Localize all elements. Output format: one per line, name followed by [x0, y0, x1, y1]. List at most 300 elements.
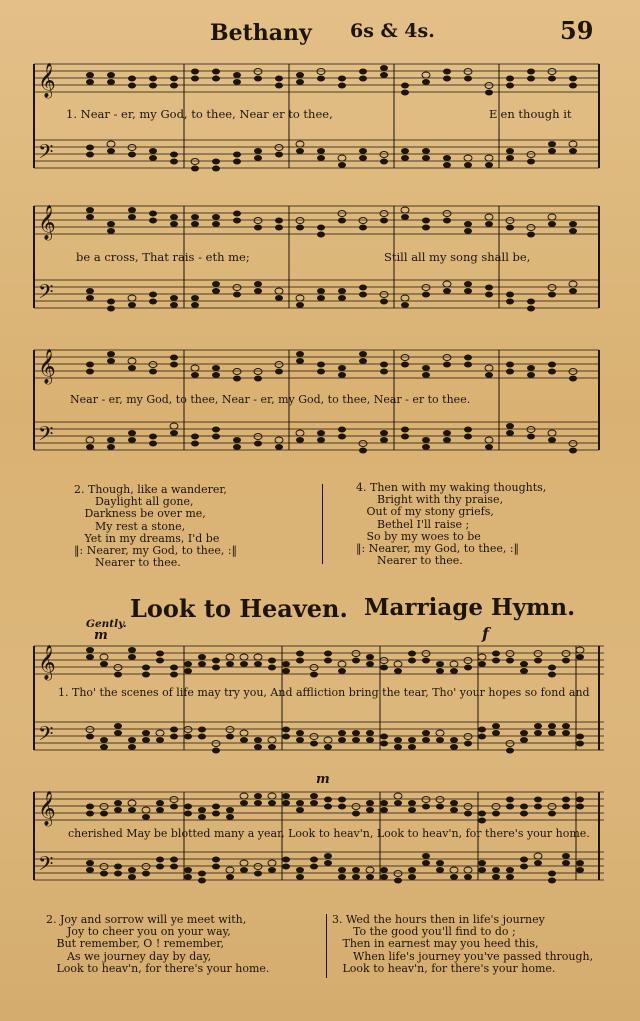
note-head	[576, 741, 584, 747]
note-head	[191, 441, 199, 447]
note-head	[527, 69, 535, 75]
note-head	[226, 654, 234, 660]
note-head	[128, 365, 136, 371]
note-head	[86, 72, 94, 78]
note-head	[436, 730, 444, 736]
note-head	[170, 295, 178, 301]
note-head	[212, 658, 220, 664]
note-head	[380, 874, 388, 880]
note-head	[107, 221, 115, 227]
note-head	[170, 804, 178, 810]
note-head	[310, 793, 318, 799]
note-head	[212, 864, 220, 870]
note-head	[380, 211, 388, 217]
note-head	[128, 207, 136, 213]
note-head	[394, 661, 402, 667]
note-head	[450, 744, 458, 750]
note-head	[506, 83, 514, 89]
note-head	[436, 737, 444, 743]
note-head	[422, 797, 430, 803]
note-head	[233, 437, 241, 443]
note-head	[212, 214, 220, 220]
note-head	[422, 79, 430, 85]
note-head	[275, 437, 283, 443]
note-head	[198, 654, 206, 660]
note-head	[338, 434, 346, 440]
note-head	[520, 864, 528, 870]
note-head	[107, 437, 115, 443]
note-head	[485, 155, 493, 161]
note-head	[506, 148, 514, 154]
note-head	[233, 376, 241, 382]
note-head	[562, 658, 570, 664]
note-head	[128, 83, 136, 89]
note-head	[352, 651, 360, 657]
note-head	[86, 804, 94, 810]
note-head	[254, 281, 262, 287]
note-head	[254, 654, 262, 660]
hymn1-lyric-line-3: Near - er, my God, to thee, Near - er, my God, to thee, Near - er to thee.	[70, 393, 471, 406]
note-head	[170, 665, 178, 671]
note-head	[86, 444, 94, 450]
note-head	[114, 871, 122, 877]
note-head	[562, 651, 570, 657]
stanza-divider	[322, 484, 323, 564]
note-head	[317, 288, 325, 294]
note-head	[380, 152, 388, 158]
note-head	[352, 804, 360, 810]
note-head	[443, 437, 451, 443]
note-head	[107, 306, 115, 312]
hymn2-stanza-2: 2. Joy and sorrow will ye meet with, Joy to cheer you on your way, But remember, O ! remember, As we journey day by day, Look to heav'n, for there's your home.	[46, 913, 270, 975]
note-head	[282, 661, 290, 667]
note-head	[212, 741, 220, 747]
note-head	[296, 79, 304, 85]
note-head	[170, 864, 178, 870]
note-head	[527, 365, 535, 371]
note-head	[142, 871, 150, 877]
note-head	[317, 155, 325, 161]
note-head	[149, 441, 157, 447]
note-head	[282, 864, 290, 870]
note-head	[100, 654, 108, 660]
note-head	[534, 723, 542, 729]
note-head	[170, 423, 178, 429]
note-head	[317, 232, 325, 238]
note-head	[380, 159, 388, 165]
note-head	[506, 292, 514, 298]
note-head	[282, 727, 290, 733]
note-head	[464, 867, 472, 873]
note-head	[485, 285, 493, 291]
note-head	[86, 734, 94, 740]
note-head	[548, 665, 556, 671]
note-head	[296, 72, 304, 78]
note-head	[149, 148, 157, 154]
note-head	[450, 737, 458, 743]
note-head	[282, 793, 290, 799]
note-head	[408, 658, 416, 664]
note-head	[114, 730, 122, 736]
note-head	[254, 376, 262, 382]
note-head	[464, 355, 472, 361]
note-head	[436, 797, 444, 803]
note-head	[436, 867, 444, 873]
note-head	[422, 804, 430, 810]
note-head	[191, 159, 199, 165]
note-head	[492, 874, 500, 880]
note-head	[128, 76, 136, 82]
note-head	[534, 730, 542, 736]
note-head	[226, 661, 234, 667]
note-head	[548, 362, 556, 368]
note-head	[569, 376, 577, 382]
note-head	[422, 155, 430, 161]
note-head	[275, 76, 283, 82]
note-head	[338, 295, 346, 301]
note-head	[338, 797, 346, 803]
note-head	[359, 69, 367, 75]
hymn2-system-1-staves	[34, 640, 604, 760]
note-head	[324, 860, 332, 866]
note-head	[464, 228, 472, 234]
note-head	[149, 362, 157, 368]
note-head	[324, 797, 332, 803]
note-head	[324, 853, 332, 859]
note-head	[184, 874, 192, 880]
note-head	[548, 69, 556, 75]
note-head	[268, 658, 276, 664]
note-head	[485, 444, 493, 450]
note-head	[240, 737, 248, 743]
hymn2-subtitle: Marriage Hymn.	[364, 594, 576, 621]
note-head	[149, 155, 157, 161]
note-head	[114, 807, 122, 813]
svg-text:𝄞: 𝄞	[38, 791, 56, 826]
note-head	[478, 818, 486, 824]
tempo-marking: Gently.	[86, 618, 127, 630]
note-head	[520, 737, 528, 743]
note-head	[338, 365, 346, 371]
note-head	[478, 661, 486, 667]
note-head	[184, 734, 192, 740]
note-head	[296, 730, 304, 736]
note-head	[191, 69, 199, 75]
note-head	[443, 281, 451, 287]
note-head	[359, 155, 367, 161]
note-head	[464, 427, 472, 433]
note-head	[506, 797, 514, 803]
note-head	[275, 288, 283, 294]
note-head	[254, 434, 262, 440]
note-head	[296, 225, 304, 231]
note-head	[317, 225, 325, 231]
note-head	[254, 288, 262, 294]
note-head	[338, 661, 346, 667]
note-head	[548, 148, 556, 154]
note-head	[408, 737, 416, 743]
note-head	[254, 225, 262, 231]
note-head	[534, 853, 542, 859]
note-head	[576, 654, 584, 660]
note-head	[212, 804, 220, 810]
note-head	[352, 730, 360, 736]
note-head	[212, 281, 220, 287]
note-head	[282, 734, 290, 740]
note-head	[492, 867, 500, 873]
note-head	[310, 800, 318, 806]
note-head	[443, 362, 451, 368]
note-head	[268, 800, 276, 806]
note-head	[128, 152, 136, 158]
hymn2-lyric-line-1: 1. Tho' the scenes of life may try you, And affliction bring the tear, Tho' your hopes so fond and	[58, 686, 590, 699]
note-head	[492, 730, 500, 736]
note-head	[401, 83, 409, 89]
note-head	[394, 744, 402, 750]
hymn2-stanza-3: 3. Wed the hours then in life's journey To the good you'll find to do ; Then in earnest may you heed this, When life's journey you've passed through, Look to heav'n, for there's your home.	[332, 913, 594, 975]
note-head	[212, 69, 220, 75]
hymn1-lyric-line-2b: Still all my song shall be,	[384, 250, 531, 264]
note-head	[548, 437, 556, 443]
note-head	[569, 83, 577, 89]
note-head	[562, 730, 570, 736]
note-head	[156, 800, 164, 806]
note-head	[86, 867, 94, 873]
hymn1-lyric-line-1: 1. Near - er, my God, to thee, Near er to thee,	[66, 107, 333, 121]
note-head	[254, 737, 262, 743]
note-head	[527, 306, 535, 312]
note-head	[401, 355, 409, 361]
note-head	[380, 734, 388, 740]
note-head	[128, 302, 136, 308]
note-head	[310, 741, 318, 747]
note-head	[128, 737, 136, 743]
note-head	[317, 295, 325, 301]
note-head	[107, 444, 115, 450]
note-head	[422, 292, 430, 298]
note-head	[506, 867, 514, 873]
note-head	[366, 807, 374, 813]
note-head	[107, 351, 115, 357]
note-head	[170, 302, 178, 308]
note-head	[506, 874, 514, 880]
note-head	[464, 658, 472, 664]
note-head	[422, 651, 430, 657]
note-head	[198, 727, 206, 733]
note-head	[338, 730, 346, 736]
note-head	[359, 218, 367, 224]
note-head	[338, 155, 346, 161]
note-head	[359, 441, 367, 447]
note-head	[240, 661, 248, 667]
note-head	[464, 734, 472, 740]
note-head	[149, 292, 157, 298]
note-head	[366, 874, 374, 880]
note-head	[170, 797, 178, 803]
note-head	[198, 807, 206, 813]
note-head	[275, 295, 283, 301]
note-head	[464, 69, 472, 75]
note-head	[422, 225, 430, 231]
note-head	[485, 372, 493, 378]
note-head	[86, 145, 94, 151]
svg-text:𝄢: 𝄢	[38, 280, 54, 308]
note-head	[212, 665, 220, 671]
note-head	[548, 285, 556, 291]
note-head	[233, 72, 241, 78]
note-head	[254, 793, 262, 799]
note-head	[576, 860, 584, 866]
note-head	[86, 214, 94, 220]
note-head	[401, 295, 409, 301]
note-head	[170, 214, 178, 220]
note-head	[170, 672, 178, 678]
note-head	[296, 658, 304, 664]
svg-text:𝄞: 𝄞	[38, 63, 56, 98]
note-head	[86, 288, 94, 294]
note-head	[359, 76, 367, 82]
note-head	[380, 299, 388, 305]
note-head	[569, 221, 577, 227]
note-head	[408, 744, 416, 750]
note-head	[184, 804, 192, 810]
note-head	[422, 444, 430, 450]
note-head	[506, 430, 514, 436]
note-head	[380, 362, 388, 368]
note-head	[422, 737, 430, 743]
note-head	[212, 159, 220, 165]
note-head	[464, 804, 472, 810]
dynamic-m2: m	[316, 772, 330, 787]
note-head	[107, 141, 115, 147]
note-head	[352, 658, 360, 664]
note-head	[226, 807, 234, 813]
note-head	[562, 723, 570, 729]
note-head	[436, 668, 444, 674]
note-head	[408, 867, 416, 873]
hymn1-lyric-line-2: be a cross, That rais - eth me;	[76, 250, 250, 264]
note-head	[156, 737, 164, 743]
note-head	[478, 867, 486, 873]
note-head	[254, 744, 262, 750]
note-head	[275, 145, 283, 151]
note-head	[464, 288, 472, 294]
note-head	[380, 292, 388, 298]
note-head	[485, 365, 493, 371]
note-head	[506, 299, 514, 305]
note-head	[569, 141, 577, 147]
note-head	[548, 672, 556, 678]
note-head	[156, 658, 164, 664]
note-head	[380, 369, 388, 375]
note-head	[422, 437, 430, 443]
note-head	[254, 800, 262, 806]
note-head	[338, 737, 346, 743]
note-head	[191, 365, 199, 371]
stanza-divider-2	[326, 914, 327, 978]
note-head	[226, 734, 234, 740]
treble-staff-1	[34, 64, 599, 92]
note-head	[464, 155, 472, 161]
treble-staff-4	[34, 646, 604, 674]
note-head	[485, 162, 493, 168]
note-head	[86, 437, 94, 443]
note-head	[562, 860, 570, 866]
note-head	[268, 860, 276, 866]
note-head	[170, 159, 178, 165]
note-head	[443, 155, 451, 161]
note-head	[86, 152, 94, 158]
note-head	[506, 741, 514, 747]
note-head	[191, 295, 199, 301]
note-head	[394, 800, 402, 806]
note-head	[198, 661, 206, 667]
note-head	[401, 214, 409, 220]
note-head	[212, 857, 220, 863]
note-head	[548, 221, 556, 227]
note-head	[324, 658, 332, 664]
note-head	[464, 665, 472, 671]
note-head	[324, 804, 332, 810]
note-head	[142, 807, 150, 813]
hymn1-stanza-4: 4. Then with my waking thoughts, Bright with thy praise, Out of my stony griefs, Bethel I'll raise ; So by my woes to be ‖: Nearer, my God, to thee, :‖ Nearer to thee.	[356, 481, 547, 568]
hymn1-lyric-line-1b: E'en though it	[489, 107, 572, 121]
note-head	[520, 661, 528, 667]
note-head	[107, 79, 115, 85]
note-head	[226, 727, 234, 733]
note-head	[443, 218, 451, 224]
note-head	[562, 804, 570, 810]
note-head	[128, 430, 136, 436]
note-head	[401, 155, 409, 161]
note-head	[506, 423, 514, 429]
hymn2-system-2-staves	[34, 786, 604, 906]
note-head	[184, 811, 192, 817]
note-head	[212, 427, 220, 433]
dynamic-m1: m	[94, 628, 108, 643]
note-head	[268, 737, 276, 743]
note-head	[380, 430, 388, 436]
note-head	[233, 285, 241, 291]
note-head	[170, 430, 178, 436]
note-head	[310, 734, 318, 740]
note-head	[184, 661, 192, 667]
note-head	[520, 811, 528, 817]
treble-staff-5	[34, 792, 604, 820]
note-head	[100, 804, 108, 810]
note-head	[114, 864, 122, 870]
note-head	[317, 69, 325, 75]
note-head	[492, 804, 500, 810]
note-head	[359, 225, 367, 231]
note-head	[296, 437, 304, 443]
note-head	[149, 369, 157, 375]
note-head	[485, 437, 493, 443]
note-head	[380, 437, 388, 443]
note-head	[450, 874, 458, 880]
note-head	[317, 76, 325, 82]
note-head	[548, 214, 556, 220]
svg-text:𝄞: 𝄞	[38, 645, 56, 680]
note-head	[310, 857, 318, 863]
note-head	[443, 211, 451, 217]
note-head	[394, 878, 402, 884]
svg-text:𝄢: 𝄢	[38, 422, 54, 450]
note-head	[548, 141, 556, 147]
note-head	[548, 76, 556, 82]
note-head	[128, 214, 136, 220]
note-head	[226, 867, 234, 873]
